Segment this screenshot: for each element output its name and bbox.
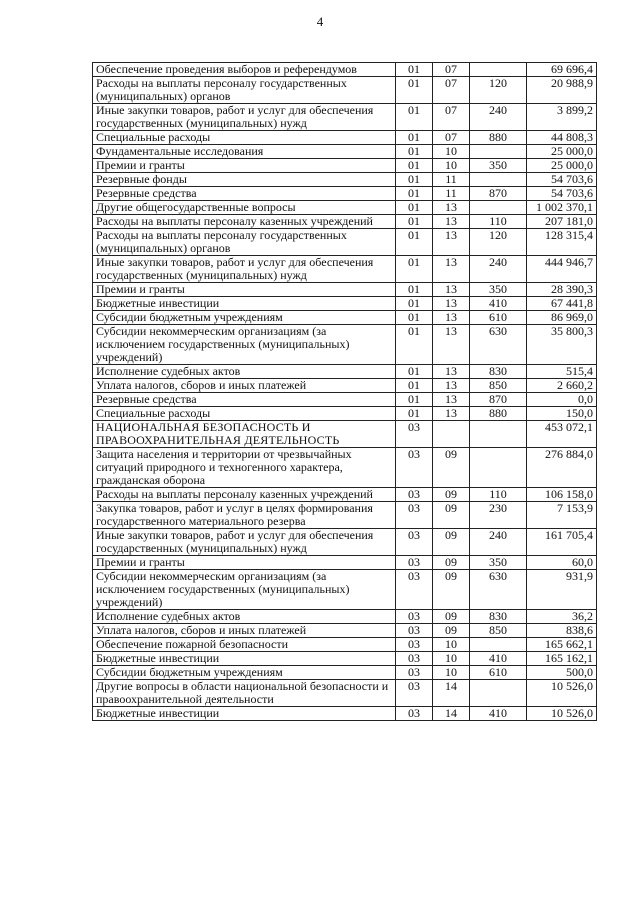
subsection-code-cell: 13 <box>433 311 470 325</box>
amount-cell: 106 158,0 <box>527 488 597 502</box>
table-row <box>93 379 597 393</box>
row-name-cell: Премии и гранты <box>93 159 396 173</box>
row-name-cell: Уплата налогов, сборов и иных платежей <box>93 624 396 638</box>
amount-cell: 3 899,2 <box>527 104 597 131</box>
amount-cell: 54 703,6 <box>527 173 597 187</box>
row-name-cell: Уплата налогов, сборов и иных платежей <box>93 379 396 393</box>
table-row <box>93 529 597 556</box>
subsection-code-cell: 10 <box>433 159 470 173</box>
page-number: 4 <box>316 14 324 29</box>
section-code-cell: 03 <box>396 652 433 666</box>
subsection-code-cell: 07 <box>433 77 470 104</box>
budget-table-body <box>93 63 597 721</box>
row-name-cell: Субсидии бюджетным учреждениям <box>93 311 396 325</box>
subsection-code-cell: 10 <box>433 638 470 652</box>
section-code-cell: 03 <box>396 666 433 680</box>
amount-cell: 86 969,0 <box>527 311 597 325</box>
section-code-cell: 01 <box>396 365 433 379</box>
section-code-cell: 03 <box>396 421 433 448</box>
expense-type-cell: 880 <box>470 407 527 421</box>
section-code-cell: 01 <box>396 379 433 393</box>
expense-type-cell: 410 <box>470 652 527 666</box>
table-row <box>93 201 597 215</box>
subsection-code-cell: 13 <box>433 229 470 256</box>
table-row <box>93 63 597 77</box>
subsection-code-cell: 13 <box>433 215 470 229</box>
row-name-cell: Специальные расходы <box>93 407 396 421</box>
table-row <box>93 77 597 104</box>
expense-type-cell <box>470 63 527 77</box>
amount-cell: 0,0 <box>527 393 597 407</box>
amount-cell: 838,6 <box>527 624 597 638</box>
row-name-cell: Субсидии некоммерческим организациям (за исключением государственных (муниципальных) учреждений) <box>93 325 396 365</box>
section-code-cell: 01 <box>396 229 433 256</box>
expense-type-cell: 850 <box>470 624 527 638</box>
amount-cell: 44 808,3 <box>527 131 597 145</box>
subsection-code-cell: 13 <box>433 283 470 297</box>
row-name-cell: Иные закупки товаров, работ и услуг для обеспечения государственных (муниципальных) нужд <box>93 529 396 556</box>
section-code-cell: 03 <box>396 638 433 652</box>
table-row <box>93 297 597 311</box>
subsection-code-cell: 13 <box>433 297 470 311</box>
expense-type-cell: 230 <box>470 502 527 529</box>
subsection-code-cell: 13 <box>433 325 470 365</box>
expense-type-cell: 110 <box>470 488 527 502</box>
row-name-cell: Резервные фонды <box>93 173 396 187</box>
row-name-cell: Бюджетные инвестиции <box>93 652 396 666</box>
section-code-cell: 01 <box>396 159 433 173</box>
row-name-cell: Исполнение судебных актов <box>93 610 396 624</box>
amount-cell: 128 315,4 <box>527 229 597 256</box>
amount-cell: 150,0 <box>527 407 597 421</box>
subsection-code-cell: 07 <box>433 131 470 145</box>
row-name-cell: Расходы на выплаты персоналу государственных (муниципальных) органов <box>93 229 396 256</box>
subsection-code-cell: 09 <box>433 488 470 502</box>
section-code-cell: 01 <box>396 393 433 407</box>
amount-cell: 161 705,4 <box>527 529 597 556</box>
section-code-cell: 01 <box>396 201 433 215</box>
section-code-cell: 01 <box>396 187 433 201</box>
expense-type-cell: 880 <box>470 131 527 145</box>
subsection-code-cell: 13 <box>433 365 470 379</box>
row-name-cell: Премии и гранты <box>93 556 396 570</box>
subsection-code-cell: 13 <box>433 379 470 393</box>
section-code-cell: 01 <box>396 283 433 297</box>
row-name-cell: Субсидии некоммерческим организациям (за исключением государственных (муниципальных) учреждений) <box>93 570 396 610</box>
amount-cell: 20 988,9 <box>527 77 597 104</box>
amount-cell: 165 662,1 <box>527 638 597 652</box>
row-name-cell: Расходы на выплаты персоналу государственных (муниципальных) органов <box>93 77 396 104</box>
subsection-code-cell: 09 <box>433 610 470 624</box>
expense-type-cell <box>470 448 527 488</box>
table-row <box>93 365 597 379</box>
expense-type-cell: 120 <box>470 229 527 256</box>
expense-type-cell: 610 <box>470 311 527 325</box>
subsection-code-cell: 07 <box>433 63 470 77</box>
table-row <box>93 256 597 283</box>
row-name-cell: Субсидии бюджетным учреждениям <box>93 666 396 680</box>
table-row <box>93 325 597 365</box>
row-name-cell: НАЦИОНАЛЬНАЯ БЕЗОПАСНОСТЬ И ПРАВООХРАНИТЕЛЬНАЯ ДЕЯТЕЛЬНОСТЬ <box>93 421 396 448</box>
amount-cell: 500,0 <box>527 666 597 680</box>
amount-cell: 1 002 370,1 <box>527 201 597 215</box>
section-code-cell: 01 <box>396 173 433 187</box>
table-row <box>93 393 597 407</box>
expense-type-cell: 870 <box>470 393 527 407</box>
row-name-cell: Другие общегосударственные вопросы <box>93 201 396 215</box>
amount-cell: 54 703,6 <box>527 187 597 201</box>
amount-cell: 36,2 <box>527 610 597 624</box>
section-code-cell: 03 <box>396 448 433 488</box>
amount-cell: 69 696,4 <box>527 63 597 77</box>
subsection-code-cell: 10 <box>433 652 470 666</box>
expense-type-cell: 240 <box>470 104 527 131</box>
expense-type-cell: 350 <box>470 556 527 570</box>
expense-type-cell <box>470 421 527 448</box>
subsection-code-cell: 10 <box>433 145 470 159</box>
amount-cell: 60,0 <box>527 556 597 570</box>
section-code-cell: 01 <box>396 131 433 145</box>
table-row <box>93 187 597 201</box>
expense-type-cell: 350 <box>470 159 527 173</box>
subsection-code-cell: 13 <box>433 393 470 407</box>
subsection-code-cell: 14 <box>433 707 470 721</box>
section-code-cell: 01 <box>396 297 433 311</box>
expense-type-cell: 610 <box>470 666 527 680</box>
amount-cell: 444 946,7 <box>527 256 597 283</box>
row-name-cell: Бюджетные инвестиции <box>93 707 396 721</box>
amount-cell: 207 181,0 <box>527 215 597 229</box>
row-name-cell: Расходы на выплаты персоналу казенных учреждений <box>93 488 396 502</box>
subsection-code-cell: 09 <box>433 624 470 638</box>
row-name-cell: Иные закупки товаров, работ и услуг для обеспечения государственных (муниципальных) нужд <box>93 256 396 283</box>
expense-type-cell: 850 <box>470 379 527 393</box>
subsection-code-cell: 13 <box>433 201 470 215</box>
table-row <box>93 407 597 421</box>
expense-type-cell <box>470 201 527 215</box>
expense-type-cell: 110 <box>470 215 527 229</box>
expense-type-cell <box>470 145 527 159</box>
table-row <box>93 638 597 652</box>
section-code-cell: 03 <box>396 707 433 721</box>
subsection-code-cell <box>433 421 470 448</box>
table-row <box>93 488 597 502</box>
row-name-cell: Премии и гранты <box>93 283 396 297</box>
row-name-cell: Защита населения и территории от чрезвычайных ситуаций природного и техногенного характера, гражданская оборона <box>93 448 396 488</box>
subsection-code-cell: 09 <box>433 529 470 556</box>
section-code-cell: 03 <box>396 610 433 624</box>
row-name-cell: Резервные средства <box>93 187 396 201</box>
table-row <box>93 624 597 638</box>
amount-cell: 35 800,3 <box>527 325 597 365</box>
amount-cell: 165 162,1 <box>527 652 597 666</box>
table-row <box>93 145 597 159</box>
row-name-cell: Специальные расходы <box>93 131 396 145</box>
section-code-cell: 03 <box>396 624 433 638</box>
amount-cell: 25 000,0 <box>527 145 597 159</box>
row-name-cell: Резервные средства <box>93 393 396 407</box>
subsection-code-cell: 07 <box>433 104 470 131</box>
table-row <box>93 570 597 610</box>
subsection-code-cell: 13 <box>433 407 470 421</box>
row-name-cell: Исполнение судебных актов <box>93 365 396 379</box>
table-row <box>93 229 597 256</box>
expense-type-cell: 830 <box>470 610 527 624</box>
row-name-cell: Иные закупки товаров, работ и услуг для обеспечения государственных (муниципальных) нужд <box>93 104 396 131</box>
row-name-cell: Обеспечение пожарной безопасности <box>93 638 396 652</box>
section-code-cell: 03 <box>396 529 433 556</box>
amount-cell: 276 884,0 <box>527 448 597 488</box>
table-row <box>93 448 597 488</box>
amount-cell: 28 390,3 <box>527 283 597 297</box>
amount-cell: 10 526,0 <box>527 707 597 721</box>
table-row <box>93 215 597 229</box>
expense-type-cell: 630 <box>470 325 527 365</box>
expense-type-cell: 830 <box>470 365 527 379</box>
table-row <box>93 610 597 624</box>
row-name-cell: Другие вопросы в области национальной безопасности и правоохранительной деятельности <box>93 680 396 707</box>
table-row <box>93 173 597 187</box>
expense-type-cell: 240 <box>470 256 527 283</box>
row-name-cell: Расходы на выплаты персоналу казенных учреждений <box>93 215 396 229</box>
amount-cell: 453 072,1 <box>527 421 597 448</box>
subsection-code-cell: 10 <box>433 666 470 680</box>
section-code-cell: 01 <box>396 215 433 229</box>
table-row <box>93 421 597 448</box>
row-name-cell: Фундаментальные исследования <box>93 145 396 159</box>
amount-cell: 931,9 <box>527 570 597 610</box>
expense-type-cell <box>470 680 527 707</box>
amount-cell: 25 000,0 <box>527 159 597 173</box>
expense-type-cell <box>470 173 527 187</box>
section-code-cell: 01 <box>396 145 433 159</box>
amount-cell: 67 441,8 <box>527 297 597 311</box>
expense-type-cell: 240 <box>470 529 527 556</box>
expense-type-cell <box>470 638 527 652</box>
table-row <box>93 556 597 570</box>
expense-type-cell: 870 <box>470 187 527 201</box>
table-row <box>93 283 597 297</box>
table-row <box>93 131 597 145</box>
row-name-cell: Обеспечение проведения выборов и референдумов <box>93 63 396 77</box>
section-code-cell: 01 <box>396 104 433 131</box>
table-row <box>93 502 597 529</box>
subsection-code-cell: 09 <box>433 570 470 610</box>
section-code-cell: 03 <box>396 556 433 570</box>
row-name-cell: Закупка товаров, работ и услуг в целях формирования государственного материального резерва <box>93 502 396 529</box>
table-row <box>93 104 597 131</box>
subsection-code-cell: 11 <box>433 173 470 187</box>
expense-type-cell: 350 <box>470 283 527 297</box>
section-code-cell: 03 <box>396 570 433 610</box>
section-code-cell: 01 <box>396 311 433 325</box>
section-code-cell: 03 <box>396 502 433 529</box>
subsection-code-cell: 09 <box>433 502 470 529</box>
table-row <box>93 311 597 325</box>
subsection-code-cell: 09 <box>433 556 470 570</box>
amount-cell: 2 660,2 <box>527 379 597 393</box>
amount-cell: 7 153,9 <box>527 502 597 529</box>
section-code-cell: 01 <box>396 77 433 104</box>
subsection-code-cell: 11 <box>433 187 470 201</box>
amount-cell: 10 526,0 <box>527 680 597 707</box>
section-code-cell: 03 <box>396 680 433 707</box>
subsection-code-cell: 13 <box>433 256 470 283</box>
expense-type-cell: 120 <box>470 77 527 104</box>
table-row <box>93 159 597 173</box>
row-name-cell: Бюджетные инвестиции <box>93 297 396 311</box>
subsection-code-cell: 14 <box>433 680 470 707</box>
table-row <box>93 707 597 721</box>
budget-table <box>92 62 597 721</box>
table-row <box>93 680 597 707</box>
section-code-cell: 01 <box>396 407 433 421</box>
expense-type-cell: 410 <box>470 297 527 311</box>
section-code-cell: 01 <box>396 256 433 283</box>
section-code-cell: 01 <box>396 325 433 365</box>
amount-cell: 515,4 <box>527 365 597 379</box>
subsection-code-cell: 09 <box>433 448 470 488</box>
table-row <box>93 666 597 680</box>
section-code-cell: 01 <box>396 63 433 77</box>
expense-type-cell: 410 <box>470 707 527 721</box>
section-code-cell: 03 <box>396 488 433 502</box>
expense-type-cell: 630 <box>470 570 527 610</box>
table-row <box>93 652 597 666</box>
